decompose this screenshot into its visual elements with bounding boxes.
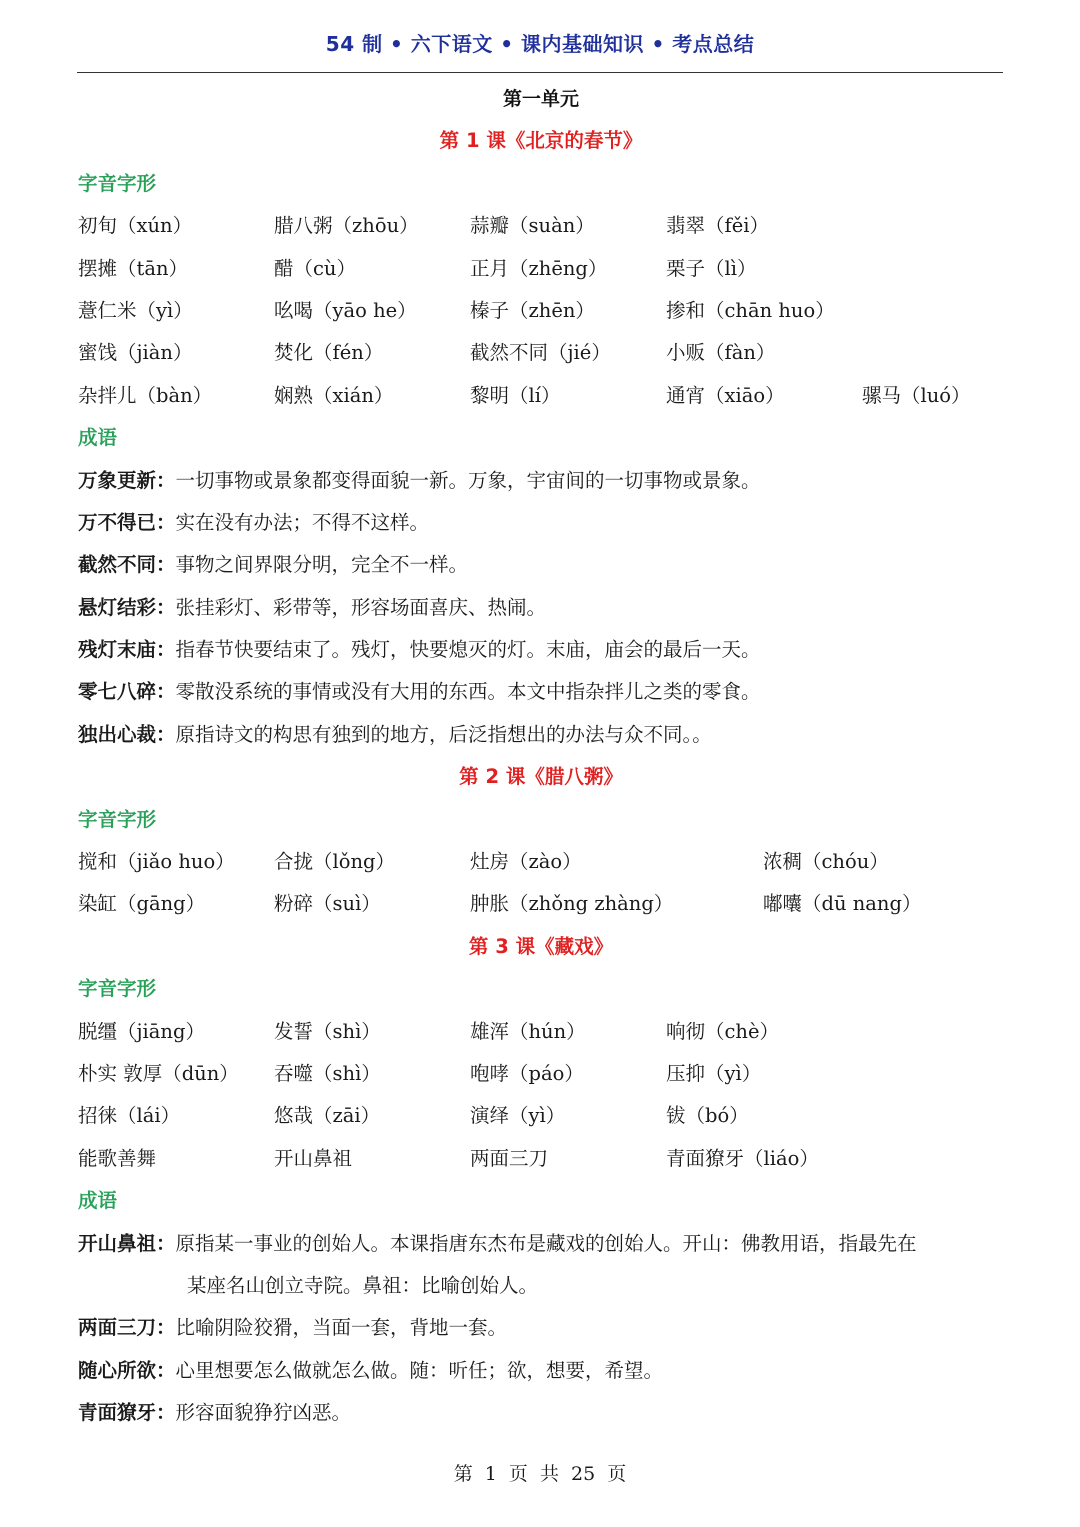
idiom-entry bbox=[78, 544, 1004, 586]
idiom-definition: 一切事物或景象都变得面貌一新。万象，宇宙间的一切事物或景象。 bbox=[175, 468, 761, 492]
word-entry: 青面獠牙（liáo） bbox=[666, 1146, 819, 1170]
word-entry: 招徕（lái） bbox=[78, 1104, 181, 1128]
word-entry: 小贩（fàn） bbox=[666, 341, 776, 365]
idiom-term: 万象更新： bbox=[78, 468, 176, 492]
idiom-definition: 心里想要怎么做就怎么做。随：听任；欲，想要，希望。 bbox=[175, 1358, 664, 1382]
word-entry: 嘟囔（dū nang） bbox=[763, 892, 922, 916]
idiom-entry bbox=[78, 460, 1004, 502]
word-entry: 粉碎（suì） bbox=[274, 892, 381, 916]
pronunciation-row bbox=[78, 1053, 1004, 1095]
idiom-entry bbox=[78, 502, 1004, 544]
word-entry: 钹（bó） bbox=[666, 1104, 749, 1128]
word-entry: 杂拌儿（bàn） bbox=[78, 383, 213, 407]
idiom-entry bbox=[78, 1223, 1004, 1265]
page-content bbox=[78, 78, 1004, 1435]
pronunciation-row bbox=[78, 332, 1004, 374]
word-entry: 娴熟（xián） bbox=[274, 383, 394, 407]
word-entry: 染缸（gāng） bbox=[78, 892, 206, 916]
idiom-entry bbox=[78, 1392, 1004, 1434]
word-entry: 发誓（shì） bbox=[274, 1019, 381, 1043]
idiom-definition: 比喻阴险狡猾，当面一套，背地一套。 bbox=[175, 1316, 508, 1340]
idiom-definition: 实在没有办法；不得不这样。 bbox=[175, 510, 430, 534]
idiom-term: 青面獠牙： bbox=[78, 1401, 176, 1425]
word-entry: 腊八粥（zhōu） bbox=[274, 214, 419, 238]
unit-title: 第一单元 bbox=[502, 88, 579, 110]
word-entry: 浓稠（chóu） bbox=[763, 850, 889, 874]
word-entry: 朴实 敦厚（dūn） bbox=[78, 1061, 239, 1085]
lesson-1-pronunciation-heading: 字音字形 bbox=[78, 171, 157, 195]
pronunciation-row bbox=[78, 205, 1004, 247]
word-entry: 肿胀（zhǒng zhàng） bbox=[470, 892, 674, 916]
word-entry: 咆哮（páo） bbox=[470, 1061, 584, 1085]
word-entry: 正月（zhēng） bbox=[470, 256, 608, 280]
word-entry: 蜜饯（jiàn） bbox=[78, 341, 193, 365]
word-entry: 灶房（zào） bbox=[470, 850, 582, 874]
lesson-3-pronunciation-heading: 字音字形 bbox=[78, 977, 157, 1001]
word-entry: 演绎（yì） bbox=[470, 1104, 566, 1128]
lesson-2-title: 第 2 课《腊八粥》 bbox=[459, 765, 623, 789]
word-entry: 两面三刀 bbox=[470, 1146, 549, 1170]
idiom-term: 悬灯结彩： bbox=[78, 595, 176, 619]
idiom-entry bbox=[78, 629, 1004, 671]
word-entry: 栗子（lì） bbox=[666, 256, 757, 280]
word-entry: 吞噬（shì） bbox=[274, 1061, 381, 1085]
page-header: 54 制 • 六下语文 • 课内基础知识 • 考点总结 bbox=[325, 32, 755, 56]
word-entry: 掺和（chān huo） bbox=[666, 298, 835, 322]
idiom-entry bbox=[78, 1307, 1004, 1349]
idiom-term: 万不得已： bbox=[78, 510, 176, 534]
word-entry: 压抑（yì） bbox=[666, 1061, 762, 1085]
word-entry: 截然不同（jié） bbox=[470, 341, 611, 365]
pronunciation-row bbox=[78, 248, 1004, 290]
word-entry: 合拢（lǒng） bbox=[274, 850, 396, 874]
word-entry: 翡翠（fěi） bbox=[666, 214, 769, 238]
idiom-definition: 事物之间界限分明，完全不一样。 bbox=[175, 553, 469, 577]
pronunciation-row bbox=[78, 1138, 1004, 1180]
idiom-term: 截然不同： bbox=[78, 553, 176, 577]
idiom-term: 零七八碎： bbox=[78, 680, 176, 704]
word-entry: 开山鼻祖 bbox=[274, 1146, 353, 1170]
word-entry: 雄浑（hún） bbox=[470, 1019, 586, 1043]
pronunciation-row bbox=[78, 290, 1004, 332]
idiom-definition-continued: 某座名山创立寺院。鼻祖：比喻创始人。 bbox=[187, 1273, 539, 1297]
header-divider bbox=[77, 72, 1003, 73]
lesson-2-pronunciation-heading: 字音字形 bbox=[78, 807, 157, 831]
idiom-entry bbox=[78, 587, 1004, 629]
word-entry: 薏仁米（yì） bbox=[78, 298, 193, 322]
pronunciation-row bbox=[78, 883, 1004, 925]
idiom-term: 残灯末庙： bbox=[78, 638, 176, 662]
idiom-entry bbox=[78, 671, 1004, 713]
word-entry: 脱缰（jiāng） bbox=[78, 1019, 205, 1043]
idiom-definition: 原指诗文的构思有独到的地方，后泛指想出的办法与众不同。。 bbox=[175, 722, 712, 746]
lesson-1-idiom-heading: 成语 bbox=[78, 426, 118, 450]
word-entry: 焚化（fén） bbox=[274, 341, 384, 365]
word-entry: 黎明（lí） bbox=[470, 383, 561, 407]
idiom-definition: 指春节快要结束了。残灯，快要熄灭的灯。末庙，庙会的最后一天。 bbox=[175, 638, 761, 662]
lesson-3-idiom-heading: 成语 bbox=[78, 1189, 118, 1213]
word-entry: 吆喝（yāo he） bbox=[274, 298, 417, 322]
word-entry: 初旬（xún） bbox=[78, 214, 193, 238]
word-entry: 蒜瓣（suàn） bbox=[470, 214, 595, 238]
word-entry: 摆摊（tān） bbox=[78, 256, 189, 280]
lesson-1-title: 第 1 课《北京的春节》 bbox=[439, 129, 643, 153]
idiom-definition: 形容面貌狰狞凶恶。 bbox=[175, 1401, 352, 1425]
word-entry: 醋（cù） bbox=[274, 256, 356, 280]
idiom-term: 开山鼻祖： bbox=[78, 1231, 176, 1255]
idiom-definition: 张挂彩灯、彩带等，形容场面喜庆、热闹。 bbox=[175, 595, 547, 619]
word-entry: 榛子（zhēn） bbox=[470, 298, 595, 322]
pronunciation-row bbox=[78, 375, 1004, 417]
word-entry: 通宵（xiāo） bbox=[666, 383, 785, 407]
idiom-entry bbox=[78, 714, 1004, 756]
pronunciation-row bbox=[78, 1011, 1004, 1053]
idiom-term: 独出心裁： bbox=[78, 722, 176, 746]
pronunciation-row bbox=[78, 1095, 1004, 1137]
word-entry: 能歌善舞 bbox=[78, 1146, 157, 1170]
pronunciation-row bbox=[78, 841, 1004, 883]
idiom-definition: 零散没系统的事情或没有大用的东西。本文中指杂拌儿之类的零食。 bbox=[175, 680, 761, 704]
lesson-3-title: 第 3 课《藏戏》 bbox=[468, 934, 614, 958]
word-entry: 悠哉（zāi） bbox=[274, 1104, 381, 1128]
idiom-term: 随心所欲： bbox=[78, 1358, 176, 1382]
word-entry: 搅和（jiǎo huo） bbox=[78, 850, 235, 874]
idiom-term: 两面三刀： bbox=[78, 1316, 176, 1340]
page-number: 第 1 页 共 25 页 bbox=[453, 1463, 627, 1485]
word-entry: 响彻（chè） bbox=[666, 1019, 780, 1043]
idiom-entry bbox=[78, 1350, 1004, 1392]
idiom-definition: 原指某一事业的创始人。本课指唐东杰布是藏戏的创始人。开山：佛教用语，指最先在 bbox=[175, 1231, 917, 1255]
word-entry: 骡马（luó） bbox=[862, 383, 971, 407]
